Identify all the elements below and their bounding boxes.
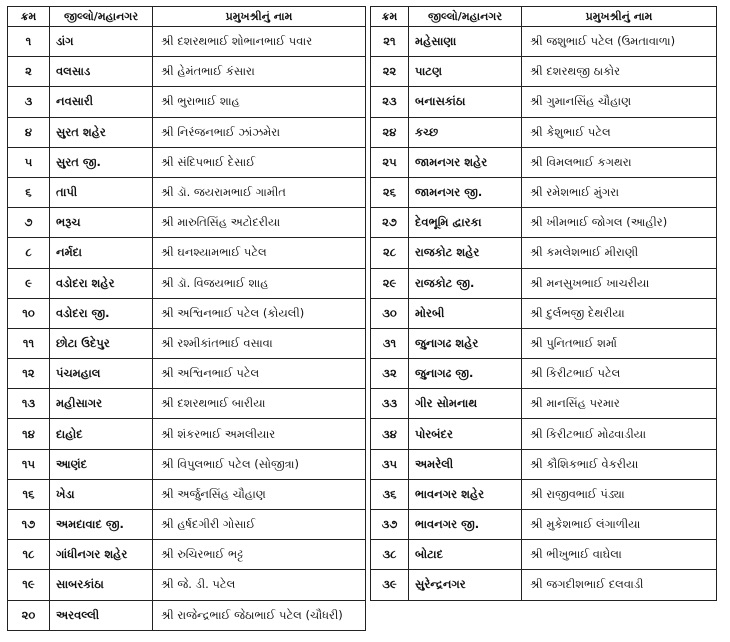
serial-cell: ૨૫ <box>371 147 409 177</box>
table-row <box>8 419 366 449</box>
table-row <box>371 57 717 87</box>
header-row <box>371 7 717 27</box>
serial-cell: ૪ <box>8 117 50 147</box>
table-row <box>371 117 717 147</box>
serial-cell: ૨૧ <box>371 27 409 57</box>
president-name-cell: શ્રી કેશુભાઈ પટેલ <box>522 117 717 147</box>
table-row <box>371 238 717 268</box>
table-row <box>371 27 717 57</box>
president-name-cell: શ્રી અર્જુનસિંહ ચૌહાણ <box>153 479 366 509</box>
district-cell: અમરેલી <box>409 449 522 479</box>
table-row <box>8 238 366 268</box>
serial-cell: ૧૩ <box>8 389 50 419</box>
serial-cell: ૨ <box>8 57 50 87</box>
header-president: પ્રમુખશ્રીનું નામ <box>522 7 717 27</box>
president-name-cell: શ્રી નિરંજનભાઈ ઝાંઝમેરા <box>153 117 366 147</box>
district-cell: દેવભૂમિ દ્વારકા <box>409 208 522 238</box>
district-cell: પાટણ <box>409 57 522 87</box>
district-cell: દાહોદ <box>50 419 153 449</box>
president-name-cell: શ્રી દશરથભાઈ બારીયા <box>153 389 366 419</box>
table-row <box>371 87 717 117</box>
serial-cell: ૩૩ <box>371 389 409 419</box>
table-row <box>8 600 366 630</box>
district-cell: કચ્છ <box>409 117 522 147</box>
serial-cell: ૬ <box>8 177 50 207</box>
serial-cell: ૩૫ <box>371 449 409 479</box>
district-presidents-table-left <box>7 6 366 631</box>
header-serial: ક્રમ <box>8 7 50 27</box>
president-name-cell: શ્રી વિપુલભાઈ પટેલ (સોજીત્રા) <box>153 449 366 479</box>
serial-cell: ૧૯ <box>8 570 50 600</box>
district-cell: રાજકોટ જી. <box>409 268 522 298</box>
president-name-cell: શ્રી પુનિતભાઈ શર્મા <box>522 328 717 358</box>
table-row <box>8 510 366 540</box>
table-row <box>8 570 366 600</box>
district-cell: ગાંધીનગર શહેર <box>50 540 153 570</box>
president-name-cell: શ્રી માનસિંહ પરમાર <box>522 389 717 419</box>
president-name-cell: શ્રી ડૉ. વિજયભાઈ શાહ <box>153 268 366 298</box>
header-serial: ક્રમ <box>371 7 409 27</box>
president-name-cell: શ્રી ઘનશ્યામભાઈ પટેલ <box>153 238 366 268</box>
table-row <box>8 27 366 57</box>
serial-cell: ૩૪ <box>371 419 409 449</box>
president-name-cell: શ્રી દશરથજી ઠાકોર <box>522 57 717 87</box>
table-row <box>371 298 717 328</box>
district-cell: જામનગર જી. <box>409 177 522 207</box>
district-cell: વલસાડ <box>50 57 153 87</box>
serial-cell: ૩૬ <box>371 479 409 509</box>
district-cell: મહીસાગર <box>50 389 153 419</box>
table-row <box>8 177 366 207</box>
table-row <box>371 177 717 207</box>
president-name-cell: શ્રી રાજેન્દ્રભાઈ જેઠાભાઈ પટેલ (ચૌધરી) <box>153 600 366 630</box>
serial-cell: ૭ <box>8 208 50 238</box>
district-cell: તાપી <box>50 177 153 207</box>
district-cell: વડોદરા જી. <box>50 298 153 328</box>
president-name-cell: શ્રી કિરીટભાઈ મોઢવાડીયા <box>522 419 717 449</box>
table-row <box>371 510 717 540</box>
district-cell: ગીર સોમનાથ <box>409 389 522 419</box>
table-row <box>371 268 717 298</box>
table-row <box>8 479 366 509</box>
president-name-cell: શ્રી વિમલભાઈ કગથરા <box>522 147 717 177</box>
president-name-cell: શ્રી મનસુખભાઈ ખાચરીયા <box>522 268 717 298</box>
table-row <box>8 87 366 117</box>
district-cell: ભરૂચ <box>50 208 153 238</box>
serial-cell: ૩૦ <box>371 298 409 328</box>
serial-cell: ૧૫ <box>8 449 50 479</box>
table-row <box>371 540 717 570</box>
serial-cell: ૩૧ <box>371 328 409 358</box>
president-name-cell: શ્રી ભીખુભાઈ વાઘેલા <box>522 540 717 570</box>
president-name-cell: શ્રી દુર્લભજી દેથરીયા <box>522 298 717 328</box>
table-row <box>371 147 717 177</box>
district-cell: છોટા ઉદેપુર <box>50 328 153 358</box>
serial-cell: ૨૦ <box>8 600 50 630</box>
president-name-cell: શ્રી કમલેશભાઈ મીરાણી <box>522 238 717 268</box>
district-cell: જામનગર શહેર <box>409 147 522 177</box>
district-cell: નર્મદા <box>50 238 153 268</box>
table-row <box>8 57 366 87</box>
serial-cell: ૧૨ <box>8 359 50 389</box>
table-row <box>371 359 717 389</box>
serial-cell: ૮ <box>8 238 50 268</box>
serial-cell: ૯ <box>8 268 50 298</box>
table-row <box>371 479 717 509</box>
president-name-cell: શ્રી મારુતિસિંહ અટોદરીયા <box>153 208 366 238</box>
table-row <box>8 117 366 147</box>
serial-cell: ૨૮ <box>371 238 409 268</box>
serial-cell: ૧૬ <box>8 479 50 509</box>
table-row <box>8 449 366 479</box>
district-presidents-table-right <box>370 6 717 601</box>
serial-cell: ૧૧ <box>8 328 50 358</box>
table-row <box>371 208 717 238</box>
president-name-cell: શ્રી અશ્વિનભાઈ પટેલ (કોયલી) <box>153 298 366 328</box>
district-cell: મહેસાણા <box>409 27 522 57</box>
district-cell: ભાવનગર શહેર <box>409 479 522 509</box>
serial-cell: ૨૩ <box>371 87 409 117</box>
table-row <box>8 540 366 570</box>
district-cell: સુરત જી. <box>50 147 153 177</box>
table-row <box>8 147 366 177</box>
table-row <box>8 389 366 419</box>
president-name-cell: શ્રી ખીમભાઈ જોગલ (આહીર) <box>522 208 717 238</box>
president-name-cell: શ્રી શંકરભાઈ અમલીયાર <box>153 419 366 449</box>
president-name-cell: શ્રી ભુરાભાઈ શાહ <box>153 87 366 117</box>
serial-cell: ૫ <box>8 147 50 177</box>
serial-cell: ૩ <box>8 87 50 117</box>
president-name-cell: શ્રી ગુમાનસિંહ ચૌહાણ <box>522 87 717 117</box>
district-cell: પોરબંદર <box>409 419 522 449</box>
district-cell: જુનાગઢ જી. <box>409 359 522 389</box>
table-row <box>8 359 366 389</box>
president-name-cell: શ્રી મુકેશભાઈ લંગાળીયા <box>522 510 717 540</box>
district-cell: બોટાદ <box>409 540 522 570</box>
district-cell: ખેડા <box>50 479 153 509</box>
district-cell: પંચમહાલ <box>50 359 153 389</box>
president-name-cell: શ્રી જશુભાઈ પટેલ (ઉમતાવાળા) <box>522 27 717 57</box>
president-name-cell: શ્રી રશ્મીકાંતભાઈ વસાવા <box>153 328 366 358</box>
district-cell: ડાંગ <box>50 27 153 57</box>
president-name-cell: શ્રી અશ્વિનભાઈ પટેલ <box>153 359 366 389</box>
serial-cell: ૨૬ <box>371 177 409 207</box>
serial-cell: ૩૯ <box>371 570 409 600</box>
table-row <box>371 419 717 449</box>
serial-cell: ૧૦ <box>8 298 50 328</box>
district-cell: જુનાગઢ શહેર <box>409 328 522 358</box>
president-name-cell: શ્રી દશરથભાઈ શોભાનભાઈ પવાર <box>153 27 366 57</box>
president-name-cell: શ્રી કિરીટભાઈ પટેલ <box>522 359 717 389</box>
serial-cell: ૩૭ <box>371 510 409 540</box>
serial-cell: ૩૮ <box>371 540 409 570</box>
president-name-cell: શ્રી ડૉ. જયરામભાઈ ગામીત <box>153 177 366 207</box>
president-name-cell: શ્રી કૌશિકભાઈ વેકરીયા <box>522 449 717 479</box>
table-row <box>371 389 717 419</box>
table-row <box>8 328 366 358</box>
district-cell: અરવલ્લી <box>50 600 153 630</box>
district-cell: ભાવનગર જી. <box>409 510 522 540</box>
president-name-cell: શ્રી જગદીશભાઈ દલવાડી <box>522 570 717 600</box>
table-row <box>371 328 717 358</box>
header-row <box>8 7 366 27</box>
president-name-cell: શ્રી રુચિરભાઈ ભટ્ટ <box>153 540 366 570</box>
table-row <box>371 570 717 600</box>
president-name-cell: શ્રી જે. ડી. પટેલ <box>153 570 366 600</box>
header-president: પ્રમુખશ્રીનું નામ <box>153 7 366 27</box>
serial-cell: ૧ <box>8 27 50 57</box>
president-name-cell: શ્રી રાજીવભાઈ પંડ્યા <box>522 479 717 509</box>
president-name-cell: શ્રી હેમંતભાઈ કંસારા <box>153 57 366 87</box>
table-row <box>371 449 717 479</box>
table-row <box>8 298 366 328</box>
header-district: જીલ્લો/મહાનગર <box>409 7 522 27</box>
district-cell: રાજકોટ શહેર <box>409 238 522 268</box>
table-row <box>8 268 366 298</box>
serial-cell: ૧૪ <box>8 419 50 449</box>
district-cell: વડોદરા શહેર <box>50 268 153 298</box>
serial-cell: ૧૮ <box>8 540 50 570</box>
district-cell: મોરબી <box>409 298 522 328</box>
district-cell: સુરેન્દ્રનગર <box>409 570 522 600</box>
president-name-cell: શ્રી સંદિપભાઈ દેસાઈ <box>153 147 366 177</box>
table-row <box>8 208 366 238</box>
president-name-cell: શ્રી રમેશભાઈ મુંગરા <box>522 177 717 207</box>
serial-cell: ૨૯ <box>371 268 409 298</box>
district-cell: અમદાવાદ જી. <box>50 510 153 540</box>
president-name-cell: શ્રી હર્ષદગીરી ગોસાઈ <box>153 510 366 540</box>
district-cell: આણંદ <box>50 449 153 479</box>
district-cell: સુરત શહેર <box>50 117 153 147</box>
serial-cell: ૨૨ <box>371 57 409 87</box>
district-cell: બનાસકાંઠા <box>409 87 522 117</box>
district-cell: નવસારી <box>50 87 153 117</box>
serial-cell: ૨૭ <box>371 208 409 238</box>
district-cell: સાબરકાંઠા <box>50 570 153 600</box>
serial-cell: ૩૨ <box>371 359 409 389</box>
serial-cell: ૧૭ <box>8 510 50 540</box>
header-district: જીલ્લો/મહાનગર <box>50 7 153 27</box>
serial-cell: ૨૪ <box>371 117 409 147</box>
